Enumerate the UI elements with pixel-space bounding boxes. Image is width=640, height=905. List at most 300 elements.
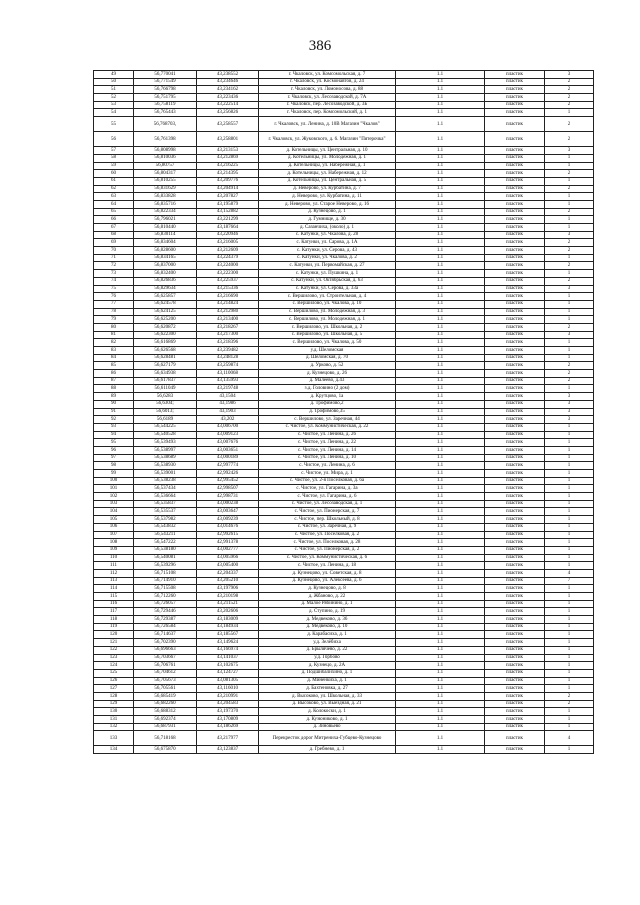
longitude-cell: 43,149624: [197, 639, 259, 647]
row-number-cell: 129: [94, 700, 134, 708]
address-cell: д. Котельницы, ул. Набережная, д. 12: [259, 170, 396, 178]
container-count-cell: 1: [545, 677, 594, 685]
address-cell: с. Чистое, ул. Ленина, д. 10: [259, 454, 396, 462]
latitude-cell: 56,705561: [134, 685, 197, 693]
area-cell: 1.1: [396, 285, 485, 293]
row-number-cell: 84: [94, 354, 134, 362]
longitude-cell: 42,992426: [197, 470, 259, 478]
latitude-cell: 56,537434: [134, 485, 197, 493]
row-number-cell: 57: [94, 147, 134, 155]
table-row: [94, 454, 594, 462]
row-number-cell: 132: [94, 723, 134, 731]
row-number-cell: 68: [94, 231, 134, 239]
container-sites-table: [93, 70, 594, 754]
table-row: [94, 285, 594, 293]
table-row: [94, 577, 594, 585]
container-count-cell: 1: [545, 162, 594, 170]
container-count-cell: 2: [545, 101, 594, 109]
longitude-cell: 43,123837: [197, 746, 259, 754]
row-number-cell: 102: [94, 493, 134, 501]
longitude-cell: 43,002777: [197, 546, 259, 554]
longitude-cell: 43,170809: [197, 716, 259, 724]
container-sites-table-wrap: [93, 70, 594, 754]
row-number-cell: 93: [94, 423, 134, 431]
container-count-cell: 1: [545, 347, 594, 355]
address-cell: с. Вершилово, ул. Школьная, д. 2: [259, 323, 396, 331]
row-number-cell: 87: [94, 377, 134, 385]
area-cell: 1.1: [396, 569, 485, 577]
material-cell: пластик: [485, 254, 545, 262]
area-cell: 1.1: [396, 354, 485, 362]
longitude-cell: 43,204914: [197, 185, 259, 193]
table-row: [94, 239, 594, 247]
latitude-cell: 56,682260: [134, 700, 197, 708]
latitude-cell: 56,832400: [134, 270, 197, 278]
latitude-cell: 56,624125: [134, 308, 197, 316]
area-cell: 1.1: [396, 654, 485, 662]
address-cell: д. Сазанчиха, (около) д. 1: [259, 224, 396, 232]
row-number-cell: 80: [94, 323, 134, 331]
area-cell: 1.1: [396, 485, 485, 493]
row-number-cell: 116: [94, 600, 134, 608]
address-cell: д. Котельницы, ул. Центральная, д. 10: [259, 147, 396, 155]
address-cell: д. Медвеково, д. 36: [259, 616, 396, 624]
table-row: [94, 177, 594, 185]
row-number-cell: 89: [94, 393, 134, 401]
latitude-cell: 56,830114: [134, 231, 197, 239]
row-number-cell: 85: [94, 362, 134, 370]
container-count-cell: 3: [545, 331, 594, 339]
row-number-cell: 117: [94, 608, 134, 616]
longitude-cell: 43,238552: [197, 71, 259, 79]
container-count-cell: 1: [545, 354, 594, 362]
latitude-cell: 56,810255: [134, 177, 197, 185]
area-cell: 1.1: [396, 439, 485, 447]
latitude-cell: 56,804317: [134, 170, 197, 178]
container-count-cell: 1: [545, 431, 594, 439]
material-cell: пластик: [485, 94, 545, 102]
address-cell: с. Катунки, ул. Сарова, д. 1А: [259, 239, 396, 247]
longitude-cell: 43,116010: [197, 685, 259, 693]
area-cell: 1.1: [396, 708, 485, 716]
row-number-cell: 95: [94, 439, 134, 447]
table-row: [94, 331, 594, 339]
latitude-cell: 56,808998: [134, 147, 197, 155]
longitude-cell: 42,998507: [197, 485, 259, 493]
material-cell: пластик: [485, 654, 545, 662]
latitude-cell: 56,536664: [134, 493, 197, 501]
material-cell: пластик: [485, 331, 545, 339]
longitude-cell: 43,214824: [197, 300, 259, 308]
container-count-cell: 1: [545, 608, 594, 616]
latitude-cell: 56,770041: [134, 71, 197, 79]
container-count-cell: 2: [545, 277, 594, 285]
table-row: [94, 562, 594, 570]
container-count-cell: 1: [545, 385, 594, 393]
latitude-cell: 56,829634: [134, 285, 197, 293]
address-cell: с. Чистое, ул. Ленина, д. 18: [259, 562, 396, 570]
table-row: [94, 362, 594, 370]
material-cell: пластик: [485, 71, 545, 79]
longitude-cell: 43,014676: [197, 523, 259, 531]
address-cell: с. Чистое, ул. Лесозаводская, д. 1: [259, 500, 396, 508]
longitude-cell: 43,212980: [197, 308, 259, 316]
area-cell: 1.1: [396, 685, 485, 693]
address-cell: д. Гребнево, д. 1: [259, 746, 396, 754]
container-count-cell: 2: [545, 700, 594, 708]
longitude-cell: 43,210991: [197, 692, 259, 700]
address-cell: с. Чистое, ул. Ленина, д. 22: [259, 439, 396, 447]
table-row: [94, 554, 594, 562]
table-row: [94, 708, 594, 716]
latitude-cell: 56,6283: [134, 393, 197, 401]
area-cell: 1.1: [396, 546, 485, 554]
row-number-cell: 103: [94, 500, 134, 508]
container-count-cell: 2: [545, 370, 594, 378]
row-number-cell: 66: [94, 216, 134, 224]
container-count-cell: 1: [545, 470, 594, 478]
material-cell: пластик: [485, 370, 545, 378]
address-cell: д. Карабасиха, д. 1: [259, 631, 396, 639]
row-number-cell: 74: [94, 277, 134, 285]
table-row: [94, 416, 594, 424]
table-row: [94, 316, 594, 324]
container-count-cell: 1: [545, 216, 594, 224]
longitude-cell: 43,216690: [197, 293, 259, 301]
container-count-cell: 2: [545, 132, 594, 147]
row-number-cell: 106: [94, 523, 134, 531]
table-row: [94, 154, 594, 162]
material-cell: пластик: [485, 316, 545, 324]
latitude-cell: 56,80757: [134, 162, 197, 170]
table-row: [94, 323, 594, 331]
address-cell: д. Колокоски, д. 1: [259, 708, 396, 716]
table-row: [94, 94, 594, 102]
table-row: [94, 224, 594, 232]
latitude-cell: 56,696663: [134, 646, 197, 654]
table-row: [94, 685, 594, 693]
area-cell: 1.1: [396, 277, 485, 285]
material-cell: пластик: [485, 462, 545, 470]
longitude-cell: 43,207827: [197, 193, 259, 201]
area-cell: 1.1: [396, 669, 485, 677]
longitude-cell: 43,205210: [197, 577, 259, 585]
latitude-cell: 56,692374: [134, 716, 197, 724]
area-cell: 1.1: [396, 454, 485, 462]
material-cell: пластик: [485, 262, 545, 270]
area-cell: 1.1: [396, 585, 485, 593]
container-count-cell: 1: [545, 154, 594, 162]
row-number-cell: 91: [94, 408, 134, 416]
address-cell: д. Брылячево, д. 22: [259, 646, 396, 654]
row-number-cell: 86: [94, 370, 134, 378]
material-cell: пластик: [485, 692, 545, 700]
area-cell: 1.1: [396, 316, 485, 324]
material-cell: пластик: [485, 185, 545, 193]
area-cell: 1.1: [396, 416, 485, 424]
table-row: [94, 516, 594, 524]
latitude-cell: 56,675870: [134, 746, 197, 754]
latitude-cell: 56,622300: [134, 331, 197, 339]
row-number-cell: 90: [94, 400, 134, 408]
address-cell: д. Ступино, д. 19: [259, 608, 396, 616]
longitude-cell: 43,210198: [197, 593, 259, 601]
longitude-cell: 43,184934: [197, 623, 259, 631]
address-cell: с. Чистое, ул. Заречная, д. 9: [259, 523, 396, 531]
latitude-cell: 56,712260: [134, 593, 197, 601]
container-count-cell: 1: [545, 585, 594, 593]
table-row: [94, 462, 594, 470]
longitude-cell: 43,234162: [197, 86, 259, 94]
latitude-cell: 56,539493: [134, 439, 197, 447]
material-cell: пластик: [485, 569, 545, 577]
latitude-cell: 56,634938: [134, 370, 197, 378]
table-row: [94, 662, 594, 670]
container-count-cell: 1: [545, 654, 594, 662]
table-row: [94, 646, 594, 654]
table-row: [94, 385, 594, 393]
address-cell: Перекресток дорог Митрениха-Губцево-Кузнецово: [259, 731, 396, 746]
longitude-cell: 43,009123: [197, 431, 259, 439]
table-row: [94, 117, 594, 132]
area-cell: 1.1: [396, 623, 485, 631]
longitude-cell: 43,183009: [197, 616, 259, 624]
area-cell: 1.1: [396, 677, 485, 685]
row-number-cell: 63: [94, 193, 134, 201]
longitude-cell: 42,991378: [197, 539, 259, 547]
material-cell: пластик: [485, 454, 545, 462]
row-number-cell: 59: [94, 162, 134, 170]
table-row: [94, 623, 594, 631]
material-cell: пластик: [485, 677, 545, 685]
container-count-cell: 1: [545, 200, 594, 208]
latitude-cell: 56,538930: [134, 462, 197, 470]
longitude-cell: 43,258557: [197, 117, 259, 132]
area-cell: 1.1: [396, 477, 485, 485]
longitude-cell: 43,1986: [197, 400, 259, 408]
latitude-cell: 56,796021: [134, 216, 197, 224]
address-cell: д. Кузюниково, д. 1: [259, 716, 396, 724]
latitude-cell: 56,810036: [134, 154, 197, 162]
table-row: [94, 485, 594, 493]
area-cell: 1.1: [396, 577, 485, 585]
address-cell: д. Малеево, д.43: [259, 377, 396, 385]
latitude-cell: 56,702390: [134, 639, 197, 647]
container-count-cell: 1: [545, 708, 594, 716]
latitude-cell: 56,758119: [134, 101, 197, 109]
address-cell: с. Катунки, ул. Чкалова, д. 2: [259, 254, 396, 262]
latitude-cell: 56,538180: [134, 546, 197, 554]
area-cell: 1.1: [396, 300, 485, 308]
area-cell: 1.1: [396, 446, 485, 454]
material-cell: пластик: [485, 646, 545, 654]
table-row: [94, 500, 594, 508]
row-number-cell: 58: [94, 154, 134, 162]
material-cell: пластик: [485, 231, 545, 239]
table-row: [94, 277, 594, 285]
longitude-cell: 43,007676: [197, 439, 259, 447]
address-cell: д. Медвеково, д. 10: [259, 623, 396, 631]
container-count-cell: 1: [545, 308, 594, 316]
row-number-cell: 96: [94, 446, 134, 454]
table-row: [94, 639, 594, 647]
material-cell: пластик: [485, 470, 545, 478]
area-cell: 1.1: [396, 716, 485, 724]
area-cell: 1.1: [396, 208, 485, 216]
area-cell: 1.1: [396, 646, 485, 654]
table-row: [94, 508, 594, 516]
longitude-cell: 43,009239: [197, 516, 259, 524]
material-cell: пластик: [485, 716, 545, 724]
container-count-cell: 1: [545, 193, 594, 201]
row-number-cell: 72: [94, 262, 134, 270]
container-count-cell: 1: [545, 562, 594, 570]
material-cell: пластик: [485, 585, 545, 593]
material-cell: пластик: [485, 616, 545, 624]
address-cell: д. Крутцово, 1а: [259, 393, 396, 401]
row-number-cell: 98: [94, 462, 134, 470]
latitude-cell: 56,625857: [134, 293, 197, 301]
latitude-cell: 56,544225: [134, 423, 197, 431]
material-cell: пластик: [485, 216, 545, 224]
latitude-cell: 56,624578: [134, 300, 197, 308]
row-number-cell: 133: [94, 731, 134, 746]
row-number-cell: 104: [94, 508, 134, 516]
row-number-cell: 131: [94, 716, 134, 724]
table-row: [94, 446, 594, 454]
longitude-cell: 42,995452: [197, 477, 259, 485]
latitude-cell: 56,766798: [134, 86, 197, 94]
latitude-cell: 56,547222: [134, 539, 197, 547]
latitude-cell: 56,751795: [134, 94, 197, 102]
row-number-cell: 123: [94, 654, 134, 662]
table-row: [94, 300, 594, 308]
longitude-cell: 43,124727: [197, 669, 259, 677]
row-number-cell: 71: [94, 254, 134, 262]
longitude-cell: 43,003651: [197, 446, 259, 454]
latitude-cell: 56,833828: [134, 193, 197, 201]
row-number-cell: 122: [94, 646, 134, 654]
area-cell: 1.1: [396, 400, 485, 408]
container-count-cell: 1: [545, 177, 594, 185]
row-number-cell: 107: [94, 531, 134, 539]
area-cell: 1.1: [396, 508, 485, 516]
longitude-cell: 43,212869: [197, 154, 259, 162]
address-cell: с. Чистое, ул. Гагарина, д. 3а: [259, 485, 396, 493]
longitude-cell: 42,992615: [197, 531, 259, 539]
area-cell: 1.1: [396, 639, 485, 647]
container-count-cell: 3: [545, 393, 594, 401]
table-row: [94, 439, 594, 447]
table-row: [94, 147, 594, 155]
address-cell: д. Малое Рябинино, д. 1: [259, 600, 396, 608]
area-cell: 1.1: [396, 539, 485, 547]
latitude-cell: 56,6013;: [134, 408, 197, 416]
address-cell: с. Катунки, ул. Серова, д. 43: [259, 247, 396, 255]
address-cell: с. Чистое, ул. Поселковая, д. 28: [259, 539, 396, 547]
longitude-cell: 43,222300: [197, 270, 259, 278]
longitude-cell: 43,102675: [197, 662, 259, 670]
container-count-cell: 1: [545, 254, 594, 262]
area-cell: 1.1: [396, 631, 485, 639]
longitude-cell: 43,221299: [197, 216, 259, 224]
area-cell: 1.1: [396, 270, 485, 278]
longitude-cell: 43,216225: [197, 162, 259, 170]
latitude-cell: 56,761398: [134, 132, 197, 147]
material-cell: пластик: [485, 247, 545, 255]
table-row: [94, 531, 594, 539]
container-count-cell: 2: [545, 78, 594, 86]
longitude-cell: 43,204583: [197, 700, 259, 708]
row-number-cell: 77: [94, 300, 134, 308]
row-number-cell: 111: [94, 562, 134, 570]
row-number-cell: 52: [94, 94, 134, 102]
material-cell: пластик: [485, 193, 545, 201]
longitude-cell: 43,003647: [197, 508, 259, 516]
container-count-cell: 1: [545, 439, 594, 447]
material-cell: пластик: [485, 508, 545, 516]
longitude-cell: 42,998731: [197, 493, 259, 501]
latitude-cell: 56,539296: [134, 562, 197, 570]
area-cell: 1.1: [396, 554, 485, 562]
material-cell: пластик: [485, 546, 545, 554]
area-cell: 1.1: [396, 293, 485, 301]
area-cell: 1.1: [396, 423, 485, 431]
area-cell: 1.1: [396, 600, 485, 608]
table-row: [94, 423, 594, 431]
longitude-cell: 43,234646: [197, 78, 259, 86]
longitude-cell: 43,219748: [197, 385, 259, 393]
material-cell: пластик: [485, 631, 545, 639]
material-cell: пластик: [485, 200, 545, 208]
row-number-cell: 88: [94, 385, 134, 393]
longitude-cell: 43,248128: [197, 354, 259, 362]
material-cell: пластик: [485, 132, 545, 147]
latitude-cell: 56,538238: [134, 477, 197, 485]
longitude-cell: 43,212609: [197, 247, 259, 255]
row-number-cell: 83: [94, 347, 134, 355]
table-row: [94, 270, 594, 278]
area-cell: 1.1: [396, 94, 485, 102]
area-cell: 1.1: [396, 616, 485, 624]
material-cell: пластик: [485, 285, 545, 293]
longitude-cell: 43,225937: [197, 277, 259, 285]
area-cell: 1.1: [396, 562, 485, 570]
material-cell: пластик: [485, 446, 545, 454]
container-count-cell: 1: [545, 616, 594, 624]
address-cell: с. Вершилово, ул. Молодежная, д. 3: [259, 308, 396, 316]
address-cell: д. Высоково, ул. Школьная, д. 33: [259, 692, 396, 700]
container-count-cell: 2: [545, 692, 594, 700]
row-number-cell: 79: [94, 316, 134, 324]
material-cell: пластик: [485, 377, 545, 385]
latitude-cell: 56,729446: [134, 608, 197, 616]
row-number-cell: 108: [94, 539, 134, 547]
latitude-cell: 56,6304;: [134, 400, 197, 408]
material-cell: пластик: [485, 700, 545, 708]
longitude-cell: 43,224000: [197, 262, 259, 270]
row-number-cell: 124: [94, 662, 134, 670]
area-cell: 1.1: [396, 231, 485, 239]
longitude-cell: 43,213153: [197, 147, 259, 155]
material-cell: пластик: [485, 562, 545, 570]
row-number-cell: 49: [94, 71, 134, 79]
longitude-cell: 43,211521: [197, 600, 259, 608]
row-number-cell: 60: [94, 170, 134, 178]
material-cell: пластик: [485, 393, 545, 401]
table-row: [94, 723, 594, 731]
address-cell: с. Чистое, ул. Пионерская, д. 7: [259, 508, 396, 516]
